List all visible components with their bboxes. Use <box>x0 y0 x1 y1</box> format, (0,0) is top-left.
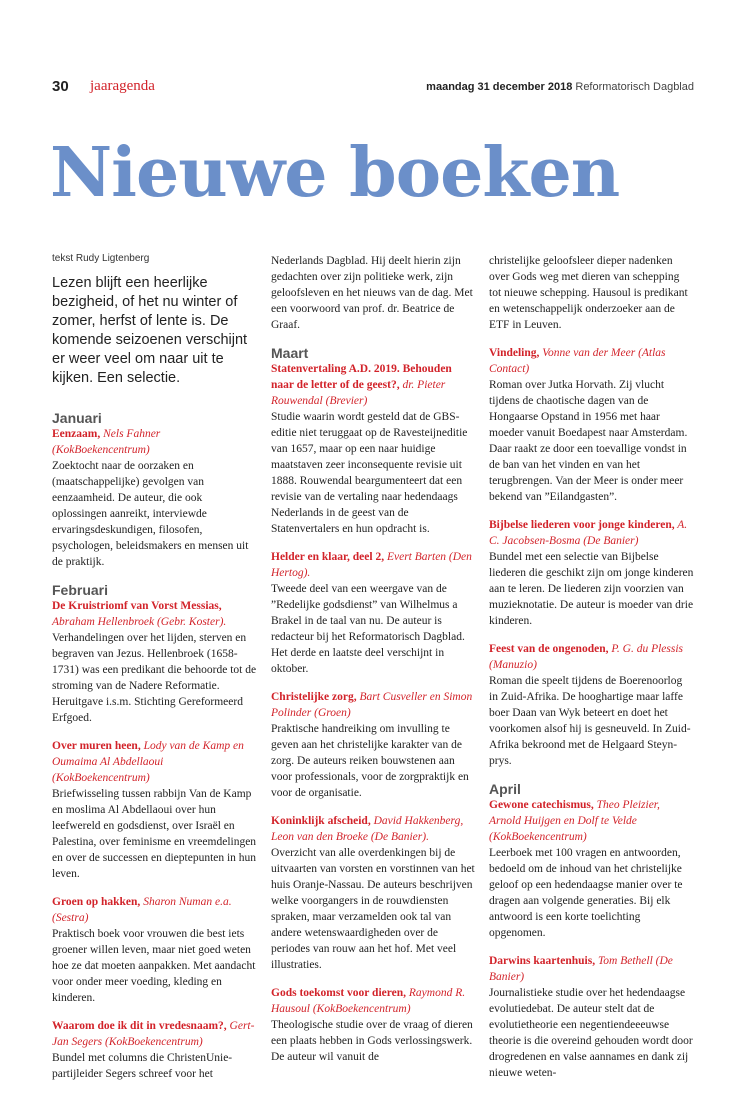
book-author: Evert Barten (Den Hertog). <box>271 551 472 579</box>
book-title: Waarom doe ik dit in vredesnaam?, <box>52 1020 227 1032</box>
book-description: Briefwisseling tussen rabbijn Van de Kamp en moslima Al Abdellaoui over hun leefwereld en godsdienst, over Israël en Palestina, over feminisme en vreemdelingen en over de successen en dieptepunten in hun leven. <box>52 788 257 880</box>
book-title: Gods toekomst voor dieren, <box>271 987 407 999</box>
book-author: dr. Pieter Rouwendal (Brevier) <box>271 379 446 407</box>
book-entry-helder <box>271 549 477 677</box>
book-title: Feest van de ongenoden, <box>489 643 609 655</box>
book-author: Vonne van der Meer (Atlas Contact) <box>489 347 666 375</box>
book-author: Bart Cusveller en Simon Polinder (Groen) <box>271 691 473 719</box>
book-author: Nels Fahner (KokBoekencentrum) <box>52 428 161 456</box>
book-entry-statenvertaling <box>271 361 477 537</box>
intro-paragraph: Lezen blijft een heerlijke bezigheid, of het nu winter of zomer, herfst of lente is. De komende seizoenen verschijnt er weer veel om naar uit te kijken. Een selectie. <box>52 275 248 386</box>
column-1 <box>52 253 257 1094</box>
book-author: P. G. du Plessis (Manuzio) <box>489 643 684 671</box>
book-entry-ongenoden <box>489 641 694 769</box>
book-entry-vredesnaam <box>52 1018 257 1082</box>
continued-text: Nederlands Dagblad. Hij deelt hierin zijn gedachten over zijn politieke werk, zijn geloofsleven en het nieuws van de dag. Met een voorwoord van prof. dr. Beatrice de Graaf. <box>271 255 473 331</box>
header-date: maandag 31 december 2018 <box>426 81 573 93</box>
month-heading-maart: Maart <box>271 345 309 361</box>
book-author: Gert-Jan Segers (KokBoekencentrum) <box>52 1020 255 1048</box>
book-description: Studie waarin wordt gesteld dat de GBS-editie niet teruggaat op de Ravesteijneditie van 1657, maar op een naar huidige maatstaven zeer inconsequente revisie uit 1888. Rouwendal beargumenteert dat een revisie van de vertaling naar hedendaags Nederlands in de geest van de Statenvertalers en hun opdracht is. <box>271 411 468 535</box>
book-author: Raymond R. Hausoul (KokBoekencentrum) <box>271 987 466 1015</box>
header-dateline <box>426 81 694 93</box>
book-entry-dieren <box>271 985 477 1065</box>
book-author: Sharon Numan e.a. (Sestra) <box>52 896 232 924</box>
book-entry-liederen <box>489 517 694 629</box>
book-title: Koninklijk afscheid, <box>271 815 371 827</box>
page-number: 30 <box>52 78 69 95</box>
book-title: Bijbelse liederen voor jonge kinderen, <box>489 519 675 531</box>
section-label: jaaragenda <box>90 78 155 94</box>
header-newspaper: Reformatorisch Dagblad <box>575 81 694 93</box>
book-author: Theo Pleizier, Arnold Huijgen en Dolf te Velde (KokBoekencentrum) <box>489 799 660 843</box>
book-title: Helder en klaar, deel 2, <box>271 551 385 563</box>
book-description: Leerboek met 100 vragen en antwoorden, bedoeld om de inhoud van het christelijke geloof op een hedendaagse manier over te dragen aan volgende generaties. Bij elk antwoord is een korte toelichting opgenomen. <box>489 847 683 939</box>
book-description: Overzicht van alle overdenkingen bij de uitvaarten van vorsten en vorstinnen van het huis Oranje-Nassau. De auteurs beschrijven welke voorgangers in de rouwdiensten spraken, maar verzamelden ook tal van andere wetenswaardigheden over de periodes van rouw aan het hof. Met veel illustraties. <box>271 847 475 971</box>
book-description: Roman over Jutka Horvath. Zij vlucht tijdens de chaotische dagen van de Hongaarse Opstand in 1956 met haar moeder vanuit Boedapest naar Amsterdam. Daar raakt ze door een toevallige vondst in de ban van het vinden en van het terugbrengen. Van der Meer is onder meer bekend van ”Eilandgasten”. <box>489 379 688 503</box>
page-header <box>52 80 694 98</box>
column-3 <box>489 253 694 1093</box>
month-heading-februari: Februari <box>52 582 109 598</box>
book-entry-muren <box>52 738 257 882</box>
book-author: David Hakkenberg, Leon van den Broeke (De Banier). <box>271 815 464 843</box>
book-entry-darwin <box>489 953 694 1081</box>
book-author: Abraham Hellenbroek (Gebr. Koster). <box>52 616 227 628</box>
book-description: Journalistieke studie over het hedendaagse evolutiedebat. De auteur stelt dat de evolutietheorie een negentiendeeeuwse theorie is die overeind gehouden wordt door drogredenen en valse aannames en dank zij nieuwe weten- <box>489 987 693 1079</box>
book-entry-groen <box>52 894 257 1006</box>
book-description: Praktisch boek voor vrouwen die best iets groener willen leven, maar niet goed weten hoe ze dat moeten aanpakken. Met aandacht voor onder meer voeding, kleding en kinderen. <box>52 928 256 1004</box>
book-description: Verhandelingen over het lijden, sterven en begraven van Jezus. Hellenbroek (1658-1731) was een predikant die behoorde tot de stroming van de Nadere Reformatie. Heruitgave i.s.m. Stichting Gereformeerd Erfgoed. <box>52 632 257 724</box>
book-description: Roman die speelt tijdens de Boerenoorlog in Zuid-Afrika. De hooghartige maar laffe boer Daan van Wyk beteert en doet het voorkomen alsof hij is gesneuveld. In Zuid-Afrika bekroond met de Helgaard Steyn-prys. <box>489 675 691 767</box>
book-description: Zoektocht naar de oorzaken en (maatschappelijke) gevolgen van eenzaamheid. De auteur, die ook oplossingen aanreikt, interviewde ervaringsdeskundigen, filosofen, psychologen, beleidsmakers en mensen uit de praktijk. <box>52 460 249 568</box>
book-title: Vindeling, <box>489 347 540 359</box>
book-description: Bundel met columns die ChristenUnie-partijleider Segers schreef voor het <box>52 1052 233 1080</box>
book-entry-catechismus <box>489 797 694 941</box>
book-title: Gewone catechismus, <box>489 799 594 811</box>
book-entry-afscheid <box>271 813 477 973</box>
book-author: A. C. Jacobsen-Bosma (De Banier) <box>489 519 688 547</box>
month-heading-april: April <box>489 781 521 797</box>
book-title: Statenvertaling A.D. 2019. Behouden naar de letter of de geest?, <box>271 363 452 391</box>
column-2 <box>271 253 477 1077</box>
book-entry-kruistriomf <box>52 598 257 726</box>
book-title: Over muren heen, <box>52 740 141 752</box>
book-title: Darwins kaartenhuis, <box>489 955 596 967</box>
book-entry-vindeling <box>489 345 694 505</box>
book-title: Eenzaam, <box>52 428 101 440</box>
book-title: De Kruistriomf van Vorst Messias, <box>52 600 222 612</box>
byline: tekst Rudy Ligtenberg <box>52 253 150 264</box>
book-author: Lody van de Kamp en Oumaima Al Abdellaoui (KokBoekencentrum) <box>52 740 244 784</box>
month-heading-januari: Januari <box>52 410 102 426</box>
page-title: Nieuwe boeken <box>50 133 620 213</box>
book-author: Tom Bethell (De Banier) <box>489 955 673 983</box>
book-entry-zorg <box>271 689 477 801</box>
book-description: Bundel met een selectie van Bijbelse liederen die geschikt zijn om jonge kinderen aan te leren. De liederen zijn voorzien van muzieknotatie. De auteur is moeder van drie kinderen. <box>489 551 694 627</box>
book-title: Groen op hakken, <box>52 896 141 908</box>
book-description: Praktische handreiking om invulling te geven aan het christelijke karakter van de zorg. De auteurs reiken bouwstenen aan voor professionals, voor de zorgpraktijk en voor de organisatie. <box>271 723 469 799</box>
book-description: Theologische studie over de vraag of dieren een plaats hebben in Gods verlossingswerk. De auteur wil vanuit de <box>271 1019 473 1063</box>
book-description: Tweede deel van een weergave van de ”Redelijke godsdienst” van Wilhelmus a Brakel in de taal van nu. De auteur is redacteur bij het Reformatorisch Dagblad. Het derde en laatste deel verschijnt in oktober. <box>271 583 465 675</box>
book-title: Christelijke zorg, <box>271 691 357 703</box>
book-entry-eenzaam <box>52 426 257 570</box>
continued-text: christelijke geloofsleer dieper nadenken over Gods weg met dieren van schepping tot nieuwe schepping. Hausoul is predikant en wetenschappelijk onderzoeker aan de ETF in Leuven. <box>489 255 688 331</box>
